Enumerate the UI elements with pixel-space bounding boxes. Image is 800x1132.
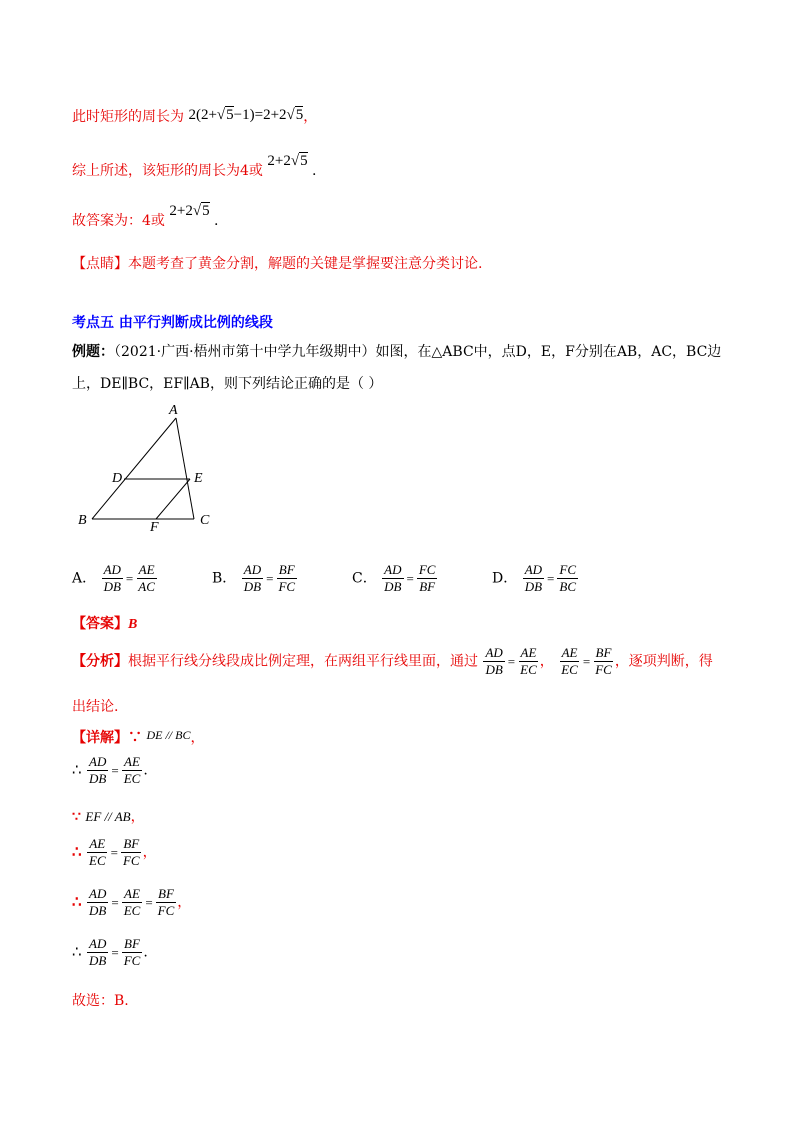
side-ab [92, 418, 176, 519]
option-d[interactable]: D． $\frac{AD}{DB}$ = $\frac{FC}{BC}$ [492, 562, 576, 594]
detail-step-1: ∴ $\frac{AD}{DB}$ = $\frac{AE}{EC}$ . [72, 754, 148, 786]
option-c[interactable]: C． $\frac{AD}{DB}$ = $\frac{FC}{BF}$ [352, 562, 436, 594]
label-a: A [169, 403, 178, 418]
label-f: F [150, 520, 159, 533]
analysis-proportion-1: $\frac{AD}{DB}$ = $\frac{AE}{EC}$ [485, 645, 537, 677]
summary-line: 综上所述，该矩形的周长为4或 2+2√5 . [72, 153, 317, 179]
detail-step-4: ∴ $\frac{AD}{DB}$ = $\frac{BF}{FC}$ . [72, 936, 148, 968]
label-e: E [194, 471, 203, 486]
triangle-figure [70, 398, 230, 533]
analysis-proportion-2: $\frac{AE}{EC}$ = $\frac{BF}{FC}$ [561, 645, 612, 677]
example-line-1 [72, 341, 721, 361]
summary-text: 综上所述，该矩形的周长为4或 [72, 163, 263, 179]
option-a[interactable]: A． $\frac{AD}{DB}$ = $\frac{AE}{AC}$ [72, 562, 155, 594]
segment-ef [156, 479, 190, 519]
perimeter-expression: 2(2+√5−1)=2+2√5 [188, 107, 304, 123]
detail-line-1: 【详解】∵ DE // BC， [72, 728, 205, 746]
comment-line: 【点睛】本题考查了黄金分割，解题的关键是掌握要注意分类讨论. [72, 256, 483, 272]
conclusion-line: 故选：B. [72, 993, 129, 1009]
condition-ef-ab: EF // AB [85, 809, 131, 824]
condition-de-bc: DE // BC [146, 728, 191, 742]
example-label: 例题： [72, 344, 114, 360]
detail-label: 【详解】 [72, 730, 128, 746]
perimeter-text: 此时矩形的周长为 [72, 109, 184, 125]
example-line-2: 上，DE∥BC，EF∥AB，则下列结论正确的是（ ） [72, 376, 383, 392]
section-title: 考点五 由平行判断成比例的线段 [72, 315, 273, 331]
prev-answer-text: 故答案为：4或 [72, 213, 165, 229]
option-b[interactable]: B． $\frac{AD}{DB}$ = $\frac{BF}{FC}$ [212, 562, 296, 594]
perimeter-line: 此时矩形的周长为 2(2+√5−1)=2+2√5， [72, 107, 318, 125]
answer-line [72, 613, 137, 633]
example-text-1: （2021·广西·梧州市第十中学九年级期中）如图，在△ABC中，点D，E，F分别在AB，AC，BC边 [114, 344, 722, 360]
analysis-line-2: 出结论. [72, 699, 119, 715]
detail-step-3: ∴ $\frac{AD}{DB}$ = $\frac{AE}{EC}$ = $\frac{BF}{FC}$ ， [72, 886, 192, 918]
side-ac [176, 418, 194, 519]
detail-step-2: ∴ $\frac{AE}{EC}$ = $\frac{BF}{FC}$ ， [72, 836, 157, 868]
analysis-label: 【分析】 [72, 653, 128, 670]
label-b: B [78, 513, 87, 528]
answer-value: B [128, 617, 138, 632]
label-d: D [112, 471, 123, 486]
analysis-line-1: 【分析】根据平行线分线段成比例定理，在两组平行线里面，通过 $\frac{AD}{DB}$ = $\frac{AE}{EC}$ ， $\frac{AE}{EC}$ = $\frac{BF}{FC}$ ，逐项判断，得 [72, 645, 713, 677]
prev-answer-line: 故答案为：4或 2+2√5 . [72, 203, 219, 229]
summary-expression: 2+2√5 [267, 153, 308, 169]
answer-label: 【答案】 [72, 616, 128, 632]
label-c: C [200, 513, 210, 528]
prev-answer-expression: 2+2√5 [169, 203, 210, 219]
detail-line-2: ∵ EF // AB， [72, 809, 145, 825]
